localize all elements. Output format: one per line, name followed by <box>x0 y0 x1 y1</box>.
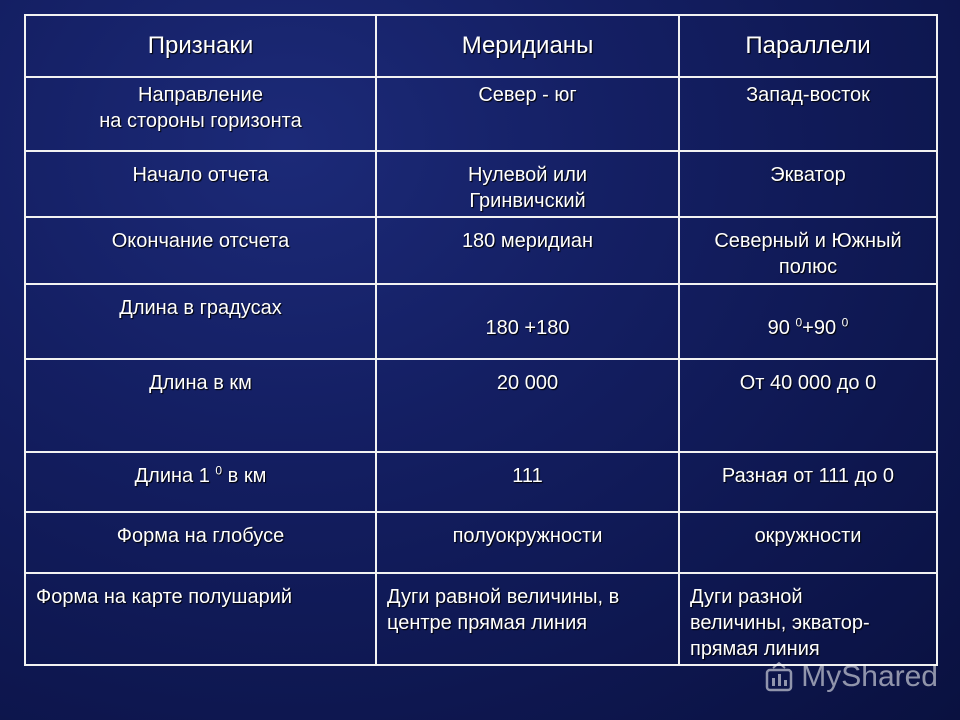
table-row <box>25 512 937 573</box>
table-row <box>25 452 937 512</box>
meridians-value: полуокружности <box>452 525 603 547</box>
row-label-text: Форма на карте полушарий <box>36 586 293 608</box>
meridians-value-line: Нулевой или <box>467 164 588 186</box>
meridians-value: 180 меридиан <box>461 230 594 252</box>
table-row <box>25 151 937 217</box>
parallels-cell <box>679 573 937 665</box>
meridians-cell <box>376 151 679 217</box>
row-label-text: Длина в градусах <box>119 297 282 319</box>
table-row <box>25 217 937 284</box>
meridians-value: 180 +180 <box>485 317 570 339</box>
meridians-cell <box>376 573 679 665</box>
row-label <box>25 284 376 359</box>
row-label-line: Направление <box>138 84 263 106</box>
parallels-value: От 40 000 до 0 <box>739 372 877 394</box>
meridians-cell <box>376 217 679 284</box>
parallels-value: 90 $^0$+90 $^0$ <box>767 315 849 339</box>
row-label-line: на стороны горизонта <box>99 110 302 132</box>
row-label <box>25 452 376 512</box>
meridians-cell <box>376 359 679 452</box>
row-label <box>25 573 376 665</box>
myshared-logo-icon <box>763 660 797 694</box>
parallels-value: Экватор <box>770 164 846 186</box>
meridians-cell <box>376 77 679 151</box>
parallels-value-line: Дуги разной <box>690 586 803 608</box>
table-row <box>25 359 937 452</box>
header-parallels: Параллели <box>679 15 937 77</box>
meridians-value-line: Дуги равной величины, в <box>387 586 620 608</box>
row-label <box>25 359 376 452</box>
table-row <box>25 284 937 359</box>
comparison-table <box>24 14 938 666</box>
meridians-value: Север - юг <box>478 84 577 106</box>
table-row <box>25 573 937 665</box>
meridians-value-line: Гринвичский <box>469 190 586 212</box>
parallels-value-line: полюс <box>778 256 838 278</box>
table-row <box>25 77 937 151</box>
header-meridians: Меридианы <box>376 15 679 77</box>
parallels-value-line: прямая линия <box>690 638 820 660</box>
parallels-value: Разная от 111 до 0 <box>721 465 895 487</box>
row-label-text: Начало отчета <box>132 164 269 186</box>
parallels-cell <box>679 359 937 452</box>
parallels-cell <box>679 512 937 573</box>
meridians-cell <box>376 452 679 512</box>
parallels-cell <box>679 217 937 284</box>
meridians-cell <box>376 512 679 573</box>
header-criteria: Признаки <box>25 15 376 77</box>
watermark <box>763 660 938 694</box>
row-label-text: Длина 1 $^0$ в км <box>134 463 267 487</box>
parallels-cell <box>679 151 937 217</box>
row-label-text: Длина в км <box>149 372 252 394</box>
row-label <box>25 151 376 217</box>
parallels-cell <box>679 77 937 151</box>
parallels-value-line: Северный и Южный <box>714 230 902 252</box>
parallels-value: окружности <box>754 525 862 547</box>
parallels-cell <box>679 284 937 359</box>
row-label <box>25 512 376 573</box>
meridians-value: 111 <box>512 465 543 487</box>
row-label <box>25 77 376 151</box>
row-label-text: Форма на глобусе <box>116 525 285 547</box>
meridians-cell <box>376 284 679 359</box>
parallels-value-line: величины, экватор- <box>690 612 870 634</box>
row-label-text: Окончание отсчета <box>111 230 290 252</box>
meridians-value: 20 000 <box>496 372 559 394</box>
parallels-value: Запад-восток <box>746 84 870 106</box>
row-label <box>25 217 376 284</box>
watermark-text: MyShared <box>801 660 938 693</box>
parallels-cell <box>679 452 937 512</box>
table-header-row <box>25 15 937 77</box>
meridians-value-line: центре прямая линия <box>387 612 588 634</box>
